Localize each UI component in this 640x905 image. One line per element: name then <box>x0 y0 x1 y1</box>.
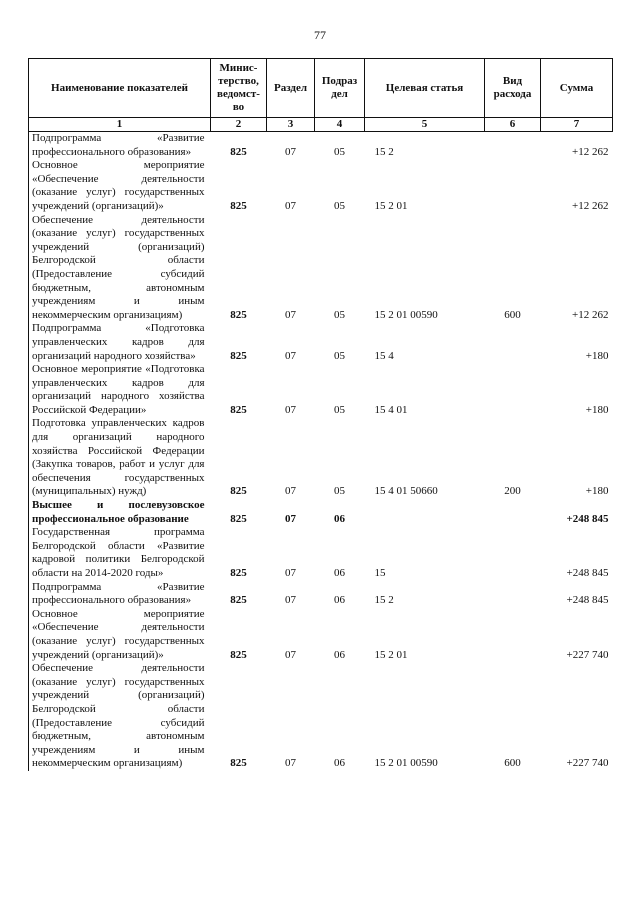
row-ministry: 825 <box>230 512 247 525</box>
table-header-row <box>29 59 613 118</box>
row-sum: +180 <box>585 403 609 416</box>
row-name: Высшее и послевузовское профессиональное образование <box>29 499 211 526</box>
row-target: 15 2 <box>374 145 394 158</box>
row-ministry: 825 <box>230 648 247 661</box>
row-section: 07 <box>285 403 296 416</box>
column-number: 2 <box>211 118 267 132</box>
row-section: 07 <box>285 594 296 607</box>
row-ministry: 825 <box>230 485 247 498</box>
row-section: 07 <box>285 199 296 212</box>
row-subsection: 05 <box>334 145 345 158</box>
row-sum: +12 262 <box>572 199 609 212</box>
row-ministry: 825 <box>230 349 247 362</box>
row-target: 15 <box>374 567 386 579</box>
row-sum: +248 845 <box>566 512 609 525</box>
table-row <box>29 581 613 608</box>
row-kind: 600 <box>504 308 521 321</box>
row-name: Обеспечение деятельности (оказание услуг) государственных учреждений (организаций) Белгородской области (Предоставление субсидий бюджетным, автономным учреждениям и иным некоммерческим организациям) <box>29 214 211 323</box>
row-subsection: 05 <box>334 349 345 362</box>
table-row <box>29 608 613 662</box>
row-target: 15 2 01 00590 <box>374 757 438 770</box>
table-row <box>29 159 613 213</box>
row-target: 15 2 01 <box>374 199 408 212</box>
table-row <box>29 363 613 417</box>
row-sum: +12 262 <box>572 145 609 158</box>
column-number: 7 <box>541 118 613 132</box>
header-ministry: Минис-терство, ведомст-во <box>211 59 267 118</box>
column-number: 3 <box>267 118 315 132</box>
row-ministry: 825 <box>230 594 247 607</box>
row-sum: +12 262 <box>572 308 609 321</box>
row-name: Основное мероприятие «Обеспечение деятельности (оказание услуг) государственных учреждений (организаций)» <box>29 159 211 213</box>
row-kind <box>485 581 541 608</box>
row-target: 15 4 01 50660 <box>374 485 438 498</box>
row-target: 15 2 01 00590 <box>374 308 438 321</box>
row-sum: +227 740 <box>566 757 609 770</box>
row-name: Государственная программа Белгородской области «Развитие кадровой политики Белгородской области на 2014-2020 годы» <box>29 526 211 580</box>
row-section: 07 <box>285 485 296 498</box>
header-subsection: Подраз дел <box>315 59 365 118</box>
row-sum: +248 845 <box>566 567 609 579</box>
row-sum: +248 845 <box>566 594 609 607</box>
table-row <box>29 214 613 323</box>
row-name: Подготовка управленческих кадров для организаций народного хозяйства Российской Федерации (Закупка товаров, работ и услуг для обеспечения государственных (муниципальных) нужд) <box>29 417 211 499</box>
column-number: 4 <box>315 118 365 132</box>
row-section: 07 <box>285 512 296 525</box>
table-row <box>29 322 613 363</box>
row-subsection: 06 <box>334 512 345 525</box>
row-section: 07 <box>285 567 296 579</box>
row-target: 15 2 <box>374 594 394 607</box>
header-name: Наименование показателей <box>29 59 211 118</box>
row-sum: +180 <box>585 349 609 362</box>
table-row <box>29 417 613 499</box>
row-target: 15 4 <box>374 349 394 362</box>
table-row <box>29 132 613 160</box>
header-kind: Вид расхода <box>485 59 541 118</box>
row-ministry: 825 <box>230 308 247 321</box>
row-ministry: 825 <box>230 403 247 416</box>
row-section: 07 <box>285 648 296 661</box>
row-kind <box>485 499 541 526</box>
row-target: 15 2 01 <box>374 648 408 661</box>
column-number: 6 <box>485 118 541 132</box>
row-section: 07 <box>285 349 296 362</box>
row-subsection: 06 <box>334 594 345 607</box>
header-sum: Сумма <box>541 59 613 118</box>
row-kind: 600 <box>504 757 521 770</box>
table-body <box>29 132 613 771</box>
row-section: 07 <box>285 308 296 321</box>
row-name: Основное мероприятие «Обеспечение деятельности (оказание услуг) государственных учреждений (организаций)» <box>29 608 211 662</box>
row-subsection: 05 <box>334 485 345 498</box>
row-name: Подпрограмма «Развитие профессионального образования» <box>29 132 211 160</box>
row-subsection: 05 <box>334 403 345 416</box>
row-kind <box>485 322 541 363</box>
row-kind: 200 <box>504 485 521 498</box>
row-section: 07 <box>285 145 296 158</box>
row-kind <box>485 132 541 160</box>
row-ministry: 825 <box>230 757 247 770</box>
row-ministry: 825 <box>230 145 247 158</box>
row-subsection: 06 <box>334 648 345 661</box>
row-target <box>365 499 485 526</box>
row-subsection: 06 <box>334 567 345 579</box>
row-ministry: 825 <box>230 199 247 212</box>
header-target: Целевая статья <box>365 59 485 118</box>
column-number: 1 <box>29 118 211 132</box>
row-ministry: 825 <box>230 567 247 579</box>
row-name: Основное мероприятие «Подготовка управленческих кадров для организаций народного хозяйства Российской Федерации» <box>29 363 211 417</box>
row-subsection: 05 <box>334 308 345 321</box>
row-name: Подпрограмма «Подготовка управленческих кадров для организаций народного хозяйства» <box>29 322 211 363</box>
row-subsection: 06 <box>334 757 345 770</box>
row-sum: +227 740 <box>566 648 609 661</box>
table-row <box>29 499 613 526</box>
row-kind <box>485 363 541 417</box>
row-target: 15 4 01 <box>374 403 408 416</box>
table-row <box>29 526 613 580</box>
column-number-row <box>29 118 613 132</box>
row-name: Подпрограмма «Развитие профессионального образования» <box>29 581 211 608</box>
page-number: 77 <box>314 28 326 42</box>
column-number: 5 <box>365 118 485 132</box>
row-subsection: 05 <box>334 199 345 212</box>
budget-table <box>28 58 613 771</box>
row-sum: +180 <box>585 485 609 498</box>
table-row <box>29 662 613 771</box>
header-section: Раздел <box>267 59 315 118</box>
row-kind <box>485 526 541 580</box>
row-kind <box>485 608 541 662</box>
row-name: Обеспечение деятельности (оказание услуг) государственных учреждений (организаций) Белгородской области (Предоставление субсидий бюджетным, автономным учреждениям и иным некоммерческим организациям) <box>29 662 211 771</box>
row-section: 07 <box>285 757 296 770</box>
row-kind <box>485 159 541 213</box>
